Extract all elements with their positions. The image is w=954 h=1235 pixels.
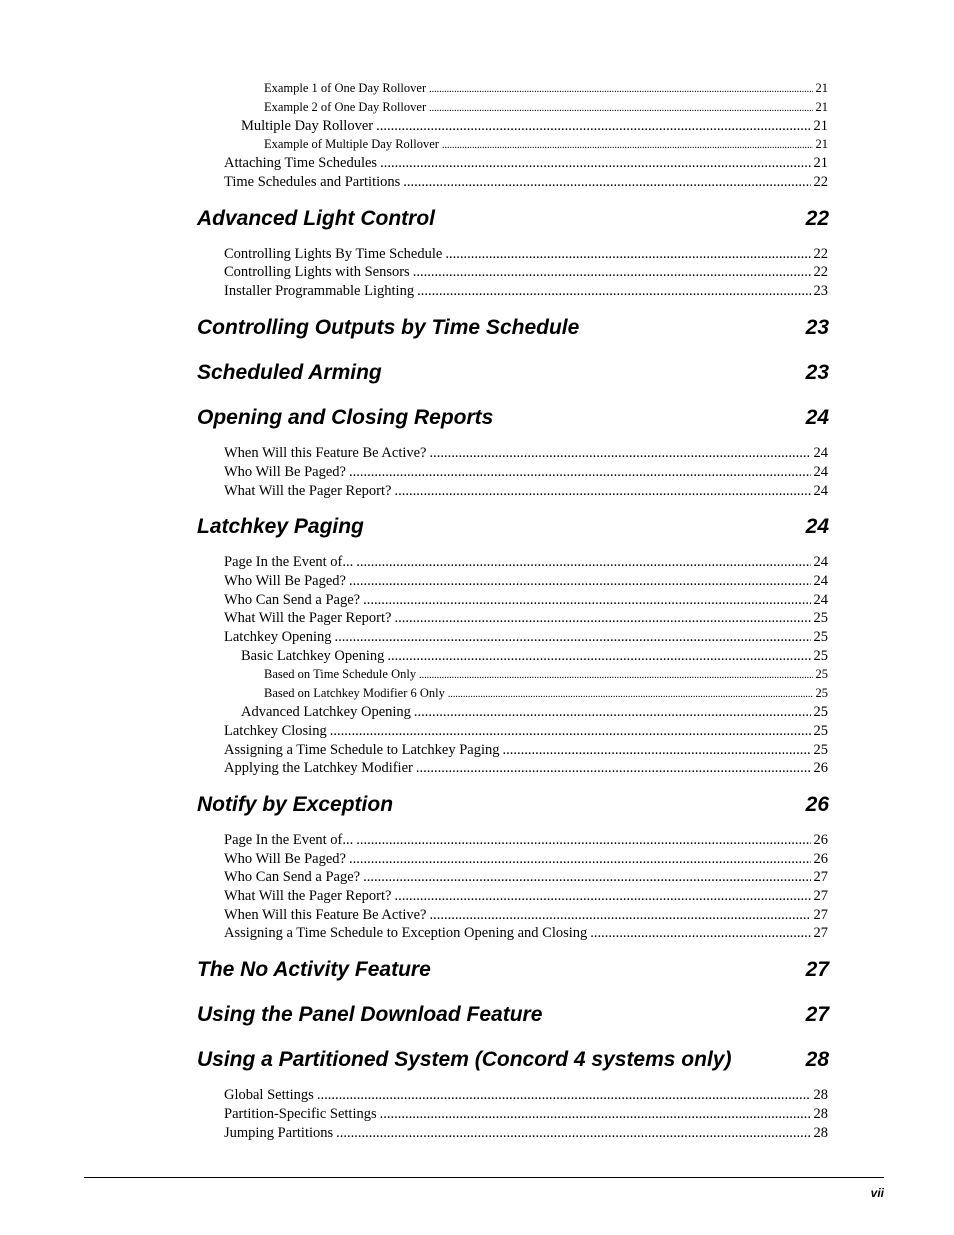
toc-heading-title: Latchkey Paging — [197, 515, 364, 538]
toc-heading-page: 28 — [805, 1048, 829, 1071]
dot-leader — [380, 155, 810, 172]
toc-entry[interactable] — [224, 1106, 828, 1125]
toc-heading[interactable] — [197, 361, 829, 389]
toc-entry-page: 25 — [813, 610, 828, 626]
dot-leader — [330, 723, 811, 740]
toc-entry-page: 21 — [815, 81, 828, 95]
toc-entry-title: What Will the Pager Report? — [224, 610, 392, 626]
toc-entry[interactable] — [224, 1125, 828, 1144]
toc-entry-title: Installer Programmable Lighting — [224, 283, 415, 299]
dot-leader — [336, 1125, 810, 1142]
toc-entry-title: Example 1 of One Day Rollover — [264, 81, 427, 95]
dot-leader — [430, 907, 811, 924]
toc-heading-page: 24 — [805, 515, 829, 538]
toc-entry-page: 25 — [813, 742, 828, 758]
toc-entry-title: Based on Time Schedule Only — [264, 667, 417, 681]
toc-entry[interactable] — [224, 832, 828, 851]
toc-heading-title: Notify by Exception — [197, 793, 394, 816]
toc-entry-page: 27 — [813, 907, 828, 923]
toc-entry[interactable] — [224, 760, 828, 779]
toc-entry-title: When Will this Feature Be Active? — [224, 907, 427, 923]
dot-leader — [448, 689, 813, 700]
dot-leader — [349, 851, 811, 868]
toc-entry-page: 22 — [813, 264, 828, 280]
toc-entry[interactable] — [224, 723, 828, 742]
toc-heading[interactable] — [197, 1003, 829, 1031]
dot-leader — [380, 1106, 811, 1123]
dot-leader — [317, 1087, 811, 1104]
toc-entry-page: 24 — [813, 464, 828, 480]
toc-heading-title: Opening and Closing Reports — [197, 406, 494, 429]
toc-entry[interactable] — [264, 137, 828, 156]
toc-entry[interactable] — [224, 264, 828, 283]
toc-heading[interactable] — [197, 406, 829, 434]
toc-entry-title: Advanced Latchkey Opening — [241, 704, 411, 720]
toc-entry-page: 27 — [813, 888, 828, 904]
toc-entry-page: 28 — [813, 1087, 828, 1103]
toc-entry-page: 25 — [815, 686, 828, 700]
toc-entry-page: 26 — [813, 832, 828, 848]
toc-entry[interactable] — [224, 742, 828, 761]
toc-heading-title: Using the Panel Download Feature — [197, 1003, 543, 1026]
dot-leader — [430, 445, 811, 462]
dot-leader — [356, 832, 810, 849]
toc-entry-page: 24 — [813, 592, 828, 608]
dot-leader — [442, 140, 813, 151]
toc-entry-page: 22 — [813, 174, 828, 190]
dot-leader — [363, 592, 810, 609]
toc-entry-page: 21 — [813, 118, 828, 134]
toc-entry-page: 28 — [813, 1106, 828, 1122]
dot-leader — [429, 84, 812, 95]
toc-entry-page: 21 — [815, 100, 828, 114]
toc-entry[interactable] — [224, 907, 828, 926]
toc-entry-title: Time Schedules and Partitions — [224, 174, 401, 190]
toc-entry-page: 26 — [813, 851, 828, 867]
toc-heading[interactable] — [197, 958, 829, 986]
toc-entry-title: Example of Multiple Day Rollover — [264, 137, 439, 151]
toc-entry-title: Based on Latchkey Modifier 6 Only — [264, 686, 445, 700]
toc-entry[interactable] — [264, 686, 828, 705]
dot-leader — [335, 629, 811, 646]
toc-entry-title: Who Can Send a Page? — [224, 869, 361, 885]
dot-leader — [419, 670, 812, 681]
toc-entry[interactable] — [224, 464, 828, 483]
toc-entry-title: Controlling Lights with Sensors — [224, 264, 410, 280]
toc-entry-page: 25 — [815, 667, 828, 681]
toc-entry[interactable] — [224, 925, 828, 944]
toc-entry-title: What Will the Pager Report? — [224, 888, 392, 904]
toc-entry-title: Assigning a Time Schedule to Latchkey Paging — [224, 742, 500, 758]
footer-divider — [84, 1177, 884, 1178]
dot-leader — [394, 483, 810, 500]
toc-entry-page: 24 — [813, 573, 828, 589]
toc-entry-page: 25 — [813, 704, 828, 720]
toc-entry-title: Who Will Be Paged? — [224, 851, 346, 867]
toc-entry[interactable] — [264, 667, 828, 686]
toc-heading-page: 26 — [805, 793, 829, 816]
toc-entry-title: Latchkey Closing — [224, 723, 327, 739]
toc-heading-title: Advanced Light Control — [197, 207, 435, 230]
toc-entry-page: 21 — [815, 137, 828, 151]
toc-entry[interactable] — [224, 573, 828, 592]
toc-entry-page: 27 — [813, 925, 828, 941]
toc-heading[interactable] — [197, 207, 829, 235]
dot-leader — [349, 464, 811, 481]
toc-heading-page: 27 — [805, 1003, 829, 1026]
toc-entry-title: Assigning a Time Schedule to Exception Opening and Closing — [224, 925, 588, 941]
toc-heading-page: 27 — [805, 958, 829, 981]
toc-entry[interactable] — [241, 704, 828, 723]
dot-leader — [429, 103, 812, 114]
toc-entry-title: Example 2 of One Day Rollover — [264, 100, 427, 114]
toc-heading-title: Using a Partitioned System (Concord 4 systems only) — [197, 1048, 732, 1071]
toc-entry[interactable] — [224, 554, 828, 573]
dot-leader — [413, 264, 811, 281]
dot-leader — [590, 925, 810, 942]
toc-entry[interactable] — [264, 100, 828, 119]
toc-heading[interactable] — [197, 515, 829, 543]
toc-heading-page: 23 — [805, 361, 829, 384]
toc-heading[interactable] — [197, 793, 829, 821]
toc-entry[interactable] — [241, 648, 828, 667]
dot-leader — [363, 869, 810, 886]
dot-leader — [356, 554, 810, 571]
toc-entry[interactable] — [224, 246, 828, 265]
toc-entry-title: Jumping Partitions — [224, 1125, 334, 1141]
toc-entry[interactable] — [224, 869, 828, 888]
dot-leader — [403, 174, 810, 191]
toc-entry-page: 24 — [813, 554, 828, 570]
toc-entry-page: 25 — [813, 723, 828, 739]
toc-entry-page: 24 — [813, 445, 828, 461]
toc-entry-title: Latchkey Opening — [224, 629, 332, 645]
toc-entry-title: Applying the Latchkey Modifier — [224, 760, 413, 776]
toc-entry-page: 24 — [813, 483, 828, 499]
dot-leader — [349, 573, 811, 590]
toc-entry-page: 26 — [813, 760, 828, 776]
toc-heading[interactable] — [197, 316, 829, 344]
toc-entry-title: Page In the Event of... — [224, 554, 354, 570]
toc-entry[interactable] — [224, 283, 828, 302]
toc-heading-title: Scheduled Arming — [197, 361, 382, 384]
toc-entry[interactable] — [224, 610, 828, 629]
dot-leader — [376, 118, 810, 135]
dot-leader — [387, 648, 810, 665]
toc-entry[interactable] — [264, 81, 828, 100]
toc-entry[interactable] — [224, 888, 828, 907]
toc-entry-title: Partition-Specific Settings — [224, 1106, 377, 1122]
toc-entry-title: Who Will Be Paged? — [224, 464, 346, 480]
toc-entry[interactable] — [224, 1087, 828, 1106]
toc-entry-page: 21 — [813, 155, 828, 171]
toc-entry-page: 28 — [813, 1125, 828, 1141]
dot-leader — [417, 283, 810, 300]
toc-entry[interactable] — [224, 483, 828, 502]
dot-leader — [445, 246, 810, 263]
toc-heading-page: 24 — [805, 406, 829, 429]
toc-entry[interactable] — [224, 592, 828, 611]
toc-heading-title: Controlling Outputs by Time Schedule — [197, 316, 580, 339]
toc-entry-title: Multiple Day Rollover — [241, 118, 374, 134]
toc-heading-title: The No Activity Feature — [197, 958, 431, 981]
toc-entry-title: What Will the Pager Report? — [224, 483, 392, 499]
toc-entry-title: Attaching Time Schedules — [224, 155, 378, 171]
dot-leader — [394, 610, 810, 627]
toc-entry[interactable] — [241, 118, 828, 137]
toc-entry-title: Global Settings — [224, 1087, 314, 1103]
dot-leader — [502, 742, 810, 759]
dot-leader — [414, 704, 811, 721]
toc-entry-page: 27 — [813, 869, 828, 885]
toc-heading-page: 22 — [805, 207, 829, 230]
toc-entry-page: 25 — [813, 629, 828, 645]
toc-entry[interactable] — [224, 629, 828, 648]
toc-entry[interactable] — [224, 851, 828, 870]
toc-entry-page: 23 — [813, 283, 828, 299]
toc-entry-title: When Will this Feature Be Active? — [224, 445, 427, 461]
toc-entry-page: 25 — [813, 648, 828, 664]
toc-entry-title: Who Will Be Paged? — [224, 573, 346, 589]
toc-entry-title: Controlling Lights By Time Schedule — [224, 246, 443, 262]
toc-entry-page: 22 — [813, 246, 828, 262]
toc-entry-title: Basic Latchkey Opening — [241, 648, 385, 664]
dot-leader — [416, 760, 811, 777]
footer-page-number: vii — [870, 1186, 884, 1200]
toc-heading-page: 23 — [805, 316, 829, 339]
toc-entry[interactable] — [224, 445, 828, 464]
toc-entry-title: Who Can Send a Page? — [224, 592, 361, 608]
toc-entry-title: Page In the Event of... — [224, 832, 354, 848]
toc-entry[interactable] — [224, 174, 828, 193]
dot-leader — [394, 888, 810, 905]
toc-heading[interactable] — [197, 1048, 829, 1076]
toc-entry[interactable] — [224, 155, 828, 174]
